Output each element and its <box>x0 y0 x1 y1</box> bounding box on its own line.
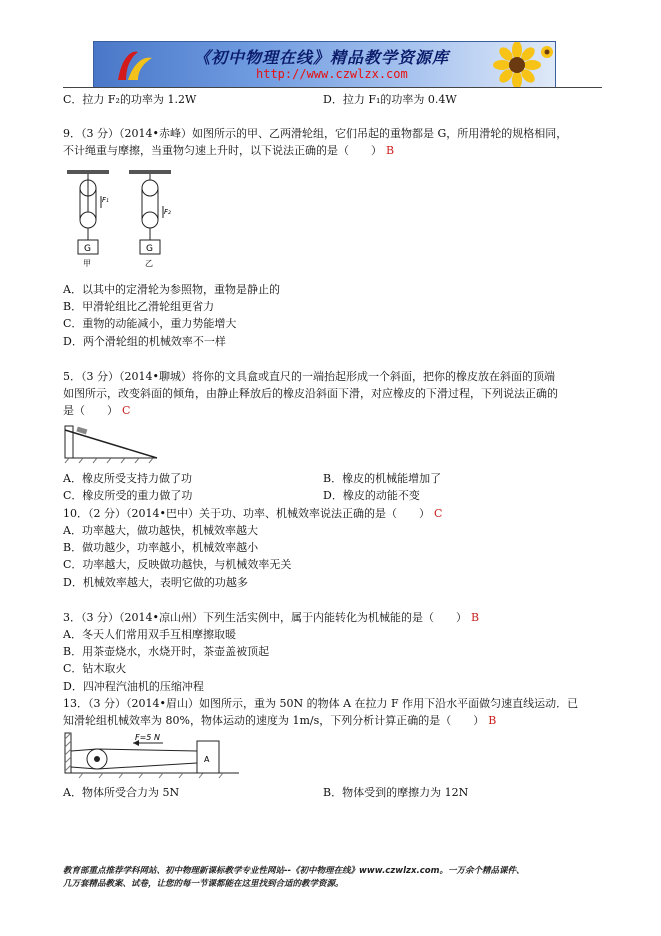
q5-option-d: D．橡皮的动能不变 <box>323 489 420 502</box>
q3-answer: B <box>470 611 480 624</box>
movable-pulley-jia <box>80 212 96 228</box>
q3-option-c: C．钻木取火 <box>63 662 127 675</box>
q5-option-c: C．橡皮所受的重力做了功 <box>63 489 193 502</box>
q10-option-b: B．做功越少，功率越小，机械效率越小 <box>63 541 259 554</box>
q10-option-c: C．功率越大，反映做功越快，与机械效率无关 <box>63 558 292 571</box>
label-yi: 乙 <box>145 259 153 268</box>
sunflower-icon <box>489 42 555 87</box>
q5-option-a: A．橡皮所受支持力做了功 <box>63 472 192 485</box>
ceiling-jia <box>67 170 109 174</box>
footer-line-2: 几万套精品教案、试卷，让您的每一节课都能在这里找到合适的教学资源。 <box>63 879 344 889</box>
q9-option-b: B．甲滑轮组比乙滑轮组更省力 <box>63 300 215 313</box>
ceiling-yi <box>129 170 171 174</box>
q13-answer: B <box>488 714 497 727</box>
q3-option-a: A．冬天人们常用双手互相摩擦取暖 <box>63 628 236 641</box>
prev-option-c: C．拉力 F₂的功率为 1.2W <box>63 93 197 106</box>
q5-option-b: B．橡皮的机械能增加了 <box>323 472 442 485</box>
q9-option-d: D．两个滑轮组的机械效率不一样 <box>63 335 226 348</box>
incline-surface <box>65 430 157 458</box>
header-banner <box>93 41 556 88</box>
q9-option-a: A．以其中的定滑轮为参照物，重物是静止的 <box>63 283 280 296</box>
prev-option-d: D．拉力 F₁的功率为 0.4W <box>323 93 457 106</box>
q5-stem-1: 5．（3 分）（2014•聊城）将你的文具盒或直尺的一端抬起形成一个斜面，把你的橡皮放在斜面的顶端 <box>63 370 555 383</box>
q9-stem-1: 9．（3 分）（2014•赤峰）如图所示的甲、乙两滑轮组，它们吊起的重物都是 G，所用滑轮的规格相同， <box>63 127 568 140</box>
q5-answer: C <box>122 404 131 417</box>
q13-stem-1: 13．（3 分）（2014•眉山）如图所示，重为 50N 的物体 A 在拉力 F 作用下沿水平面做匀速直线运动．已 <box>63 697 579 710</box>
q9-stem-2: 不计绳重与摩擦，当重物匀速上升时，以下说法正确的是（ ） B <box>63 144 395 157</box>
label-f1: F₁ <box>102 196 109 204</box>
banner-url: http://www.czwlzx.com <box>256 67 408 81</box>
q13-stem-2: 知滑轮组机械效率为 80%，物体运动的速度为 1m/s，下列分析计算正确的是（ ） B <box>63 714 497 727</box>
q3-stem: 3．（3 分）（2014•凉山州）下列生活实例中，属于内能转化为机械能的是（ ） B <box>63 611 480 624</box>
label-jia: 甲 <box>83 259 91 268</box>
q3-option-d: D．四冲程汽油机的压缩冲程 <box>63 680 204 693</box>
q5-stem-2: 如图所示，改变斜面的倾角，由静止释放后的橡皮沿斜面下滑，对应橡皮的下滑过程，下列说法正确的 <box>63 387 558 400</box>
q13-option-b: B．物体受到的摩擦力为 12N <box>323 786 469 799</box>
q10-option-d: D．机械效率越大，表明它做的功越多 <box>63 576 248 589</box>
label-f2: F₂ <box>164 208 171 216</box>
force-label: F=5 N <box>135 733 160 742</box>
q10-answer: C <box>433 507 443 520</box>
banner-title: 《初中物理在线》精品教学资源库 <box>194 48 450 67</box>
q5-stem-3: 是（ ） C <box>63 404 131 417</box>
q9-answer: B <box>386 144 395 157</box>
q3-option-b: B．用茶壶烧水，水烧开时，茶壶盖被顶起 <box>63 645 270 658</box>
wall <box>65 733 71 773</box>
movable-pulley-yi <box>142 212 158 228</box>
q9-pulley-figure <box>63 168 193 276</box>
q9-option-c: C．重物的动能减小，重力势能增大 <box>63 317 237 330</box>
header-rule <box>63 87 602 88</box>
q10-stem: 10．（2 分）（2014•巴中）关于功、功率、机械效率说法正确的是（ ） C <box>63 507 443 520</box>
label-g-yi: G <box>146 244 153 254</box>
q10-option-a: A．功率越大，做功越快，机械效率越大 <box>63 524 258 537</box>
logo-icon <box>112 46 158 84</box>
q13-pulley-figure <box>63 731 241 779</box>
footer-line-1: 教育部重点推荐学科网站、初中物理新课标教学专业性网站--《初中物理在线》www.czwlzx.com。一万余个精品课件、 <box>63 866 525 876</box>
label-g-jia: G <box>84 244 91 254</box>
block-a-label: A <box>204 755 210 764</box>
q13-option-a: A．物体所受合力为 5N <box>63 786 180 799</box>
q5-incline-figure <box>63 422 159 464</box>
fixed-pulley-yi <box>142 180 158 196</box>
